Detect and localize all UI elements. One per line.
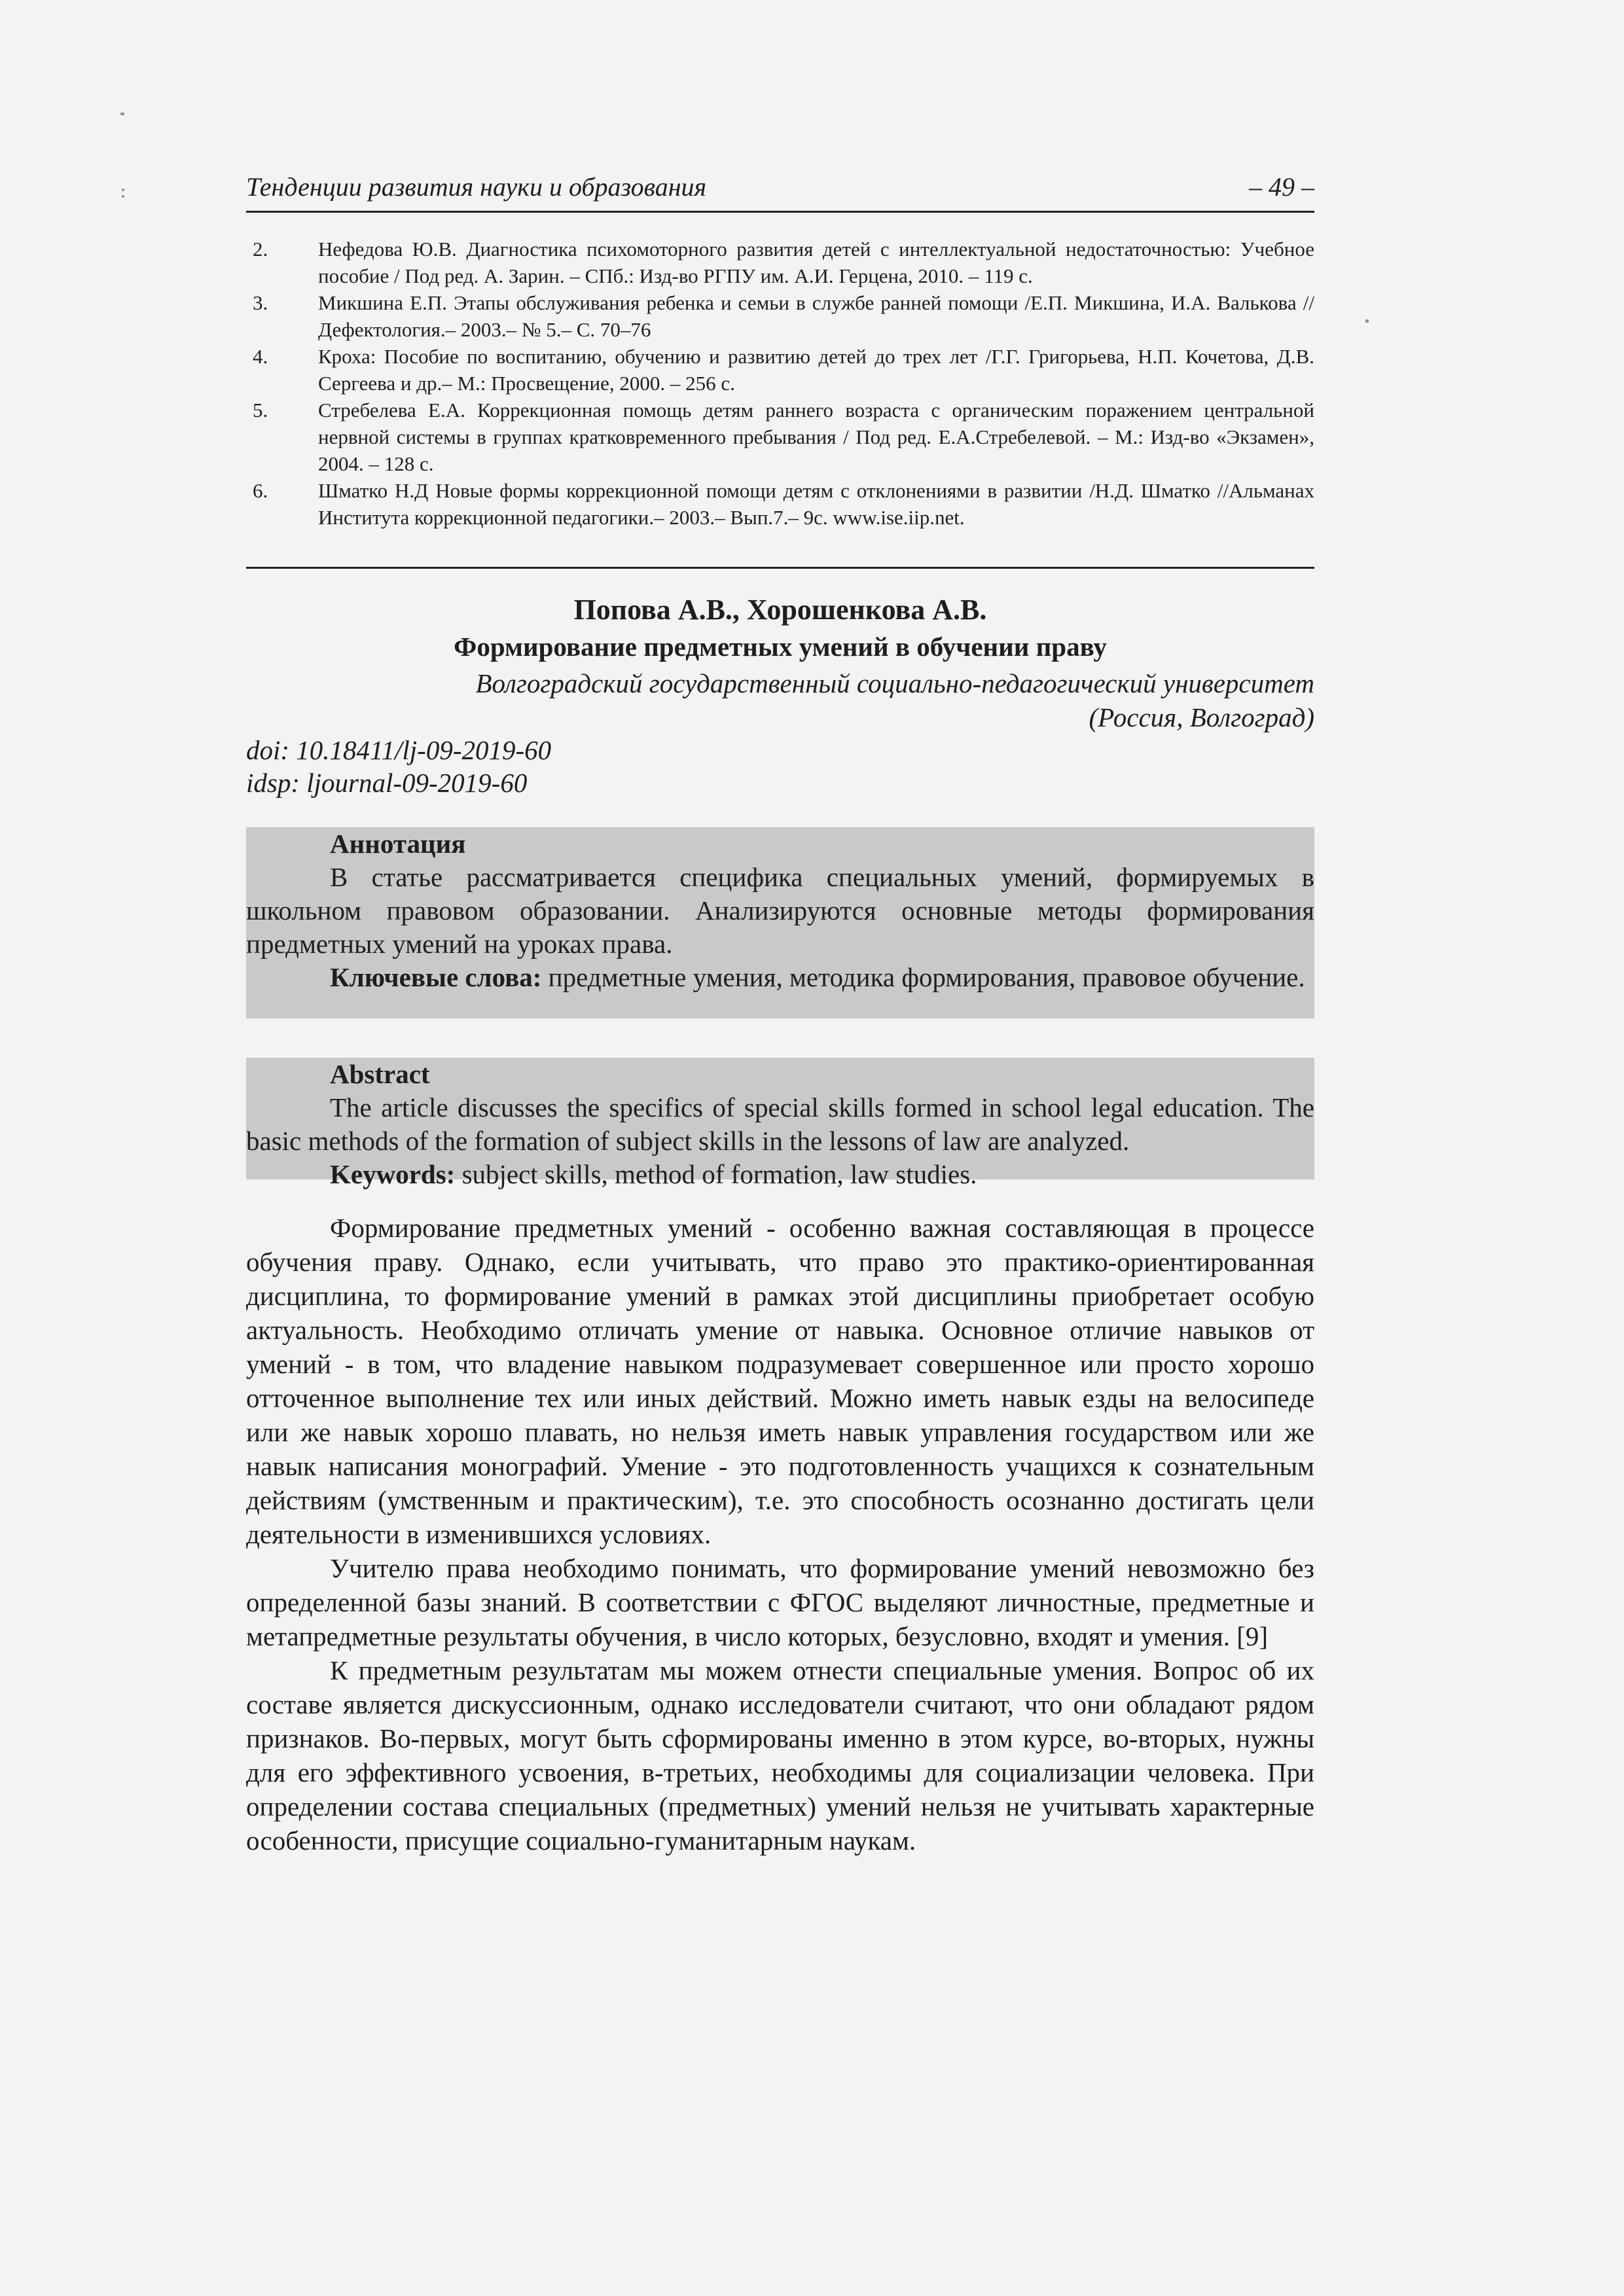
- abstract-keywords-value: subject skills, method of formation, law studies.: [461, 1159, 977, 1189]
- reference-item: [246, 236, 1314, 289]
- running-header: [246, 171, 1314, 208]
- reference-text: Нефедова Ю.В. Диагностика психомоторного развития детей с интеллектуальной недостаточностью: Учебное пособие / Под ред. А. Зарин. – СПб.: Изд-во РГПУ им. А.И. Герцена, 2010. – 119 с.: [318, 238, 1314, 287]
- running-title: Тенденции развития науки и образования: [246, 172, 707, 202]
- body-paragraph: К предметным результатам мы можем отнести специальные умения. Вопрос об их составе является дискуссионным, однако исследователи считают, что они обладают рядом признаков. Во-первых, могут быть сформированы именно в этом курсе, во-вторых, нужны для его эффективного усвоения, в-третьих, необходимы для социализации человека. При определении состава специальных (предметных) умений нельзя не учитывать характерные особенности, присущие социально-гуманитарным наукам.: [246, 1655, 1314, 1856]
- body-paragraph: Учителю права необходимо понимать, что формирование умений невозможно без определенной базы знаний. В соответствии с ФГОС выделяют личностные, предметные и метапредметные результаты обучения, в число которых, безусловно, входят и умения. [9]: [246, 1553, 1314, 1651]
- annotation-box: [246, 827, 1314, 1018]
- article-body: [246, 1211, 1314, 1857]
- scan-speck: [1365, 319, 1369, 323]
- header-rule: [246, 211, 1314, 213]
- reference-list: [246, 236, 1314, 531]
- reference-text: Кроха: Пособие по воспитанию, обучению и развитию детей до трех лет /Г.Г. Григорьева, Н.П. Кочетова, Д.В. Сергеева и др.– М.: Просвещение, 2000. – 256 с.: [318, 345, 1314, 395]
- abstract-text: The article discusses the specifics of special skills formed in school legal education. The basic methods of the formation of subject skills in the lessons of law are analyzed.: [246, 1092, 1314, 1156]
- reference-number: 6.: [253, 479, 268, 502]
- reference-text: Микшина Е.П. Этапы обслуживания ребенка и семьи в службе ранней помощи /Е.П. Микшина, И.А. Валькова //Дефектология.– 2003.– № 5.– С. 70–76: [318, 291, 1314, 341]
- reference-item: [246, 397, 1314, 477]
- reference-text: Стребелева Е.А. Коррекционная помощь детям раннего возраста с органическим поражением центральной нервной системы в группах кратковременного пребывания / Под ред. Е.А.Стребелевой. – М.: Изд-во «Экзамен», 2004. – 128 с.: [318, 399, 1314, 475]
- annotation-keywords: [246, 961, 1314, 994]
- reference-number: 3.: [253, 291, 268, 314]
- article-doi: doi: 10.18411/lj-09-2019-60: [246, 735, 552, 765]
- references-rule: [246, 567, 1314, 569]
- abstract-keywords-label: Keywords:: [330, 1159, 456, 1189]
- annotation-heading: Аннотация: [330, 829, 466, 859]
- article-idsp: idsp: ljournal-09-2019-60: [246, 768, 528, 798]
- affiliation-university: Волгоградский государственный социально-педагогический университет: [475, 668, 1314, 698]
- reference-number: 5.: [253, 399, 268, 422]
- body-paragraph: Формирование предметных умений - особенно важная составляющая в процессе обучения праву. Однако, если учитывать, что право это практико-ориентированная дисциплина, то формирование умений в рамках этой дисциплины приобретает особую актуальность. Необходимо отличать умение от навыка. Основное отличие навыков от умений - в том, что владение навыком подразумевает совершенное или просто хорошо отточенное выполнение тех или иных действий. Можно иметь навык езды на велосипеде или же навык хорошо плавать, но нельзя иметь навык управления государством или же навык написания монографий. Умение - это подготовленность учащихся к сознательным действиям (умственным и практическим), т.е. это способность осознанно достигать цели деятельности в изменившихся условиях.: [246, 1213, 1314, 1549]
- scan-speck: [122, 195, 124, 198]
- article-affiliation: [246, 666, 1314, 734]
- reference-item: [246, 343, 1314, 397]
- abstract-box: [246, 1058, 1314, 1189]
- annotation-text: В статье рассматривается специфика специальных умений, формируемых в школьном правовом образовании. Анализируются основные методы формирования предметных умений на уроках права.: [246, 862, 1314, 959]
- abstract-keywords: [246, 1158, 1314, 1191]
- page-number: – 49 –: [1249, 172, 1314, 202]
- abstract-heading: Abstract: [330, 1059, 430, 1089]
- reference-item: [246, 477, 1314, 531]
- reference-number: 4.: [253, 345, 268, 368]
- article-title: Формирование предметных умений в обучении праву: [454, 632, 1107, 662]
- article-authors: Попова А.В., Хорошенкова А.В.: [573, 594, 987, 626]
- scan-speck: [120, 113, 124, 115]
- reference-item: [246, 289, 1314, 343]
- affiliation-location: (Россия, Волгоград): [1089, 702, 1314, 732]
- scan-speck: [122, 188, 124, 191]
- reference-text: Шматко Н.Д Новые формы коррекционной помощи детям с отклонениями в развитии /Н.Д. Шматко //Альманах Института коррекционной педагогики.– 2003.– Вып.7.– 9с. www.ise.iip.net.: [318, 479, 1314, 529]
- annotation-keywords-label: Ключевые слова:: [330, 962, 542, 992]
- annotation-keywords-value: предметные умения, методика формирования, правовое обучение.: [548, 962, 1305, 992]
- reference-number: 2.: [253, 238, 268, 260]
